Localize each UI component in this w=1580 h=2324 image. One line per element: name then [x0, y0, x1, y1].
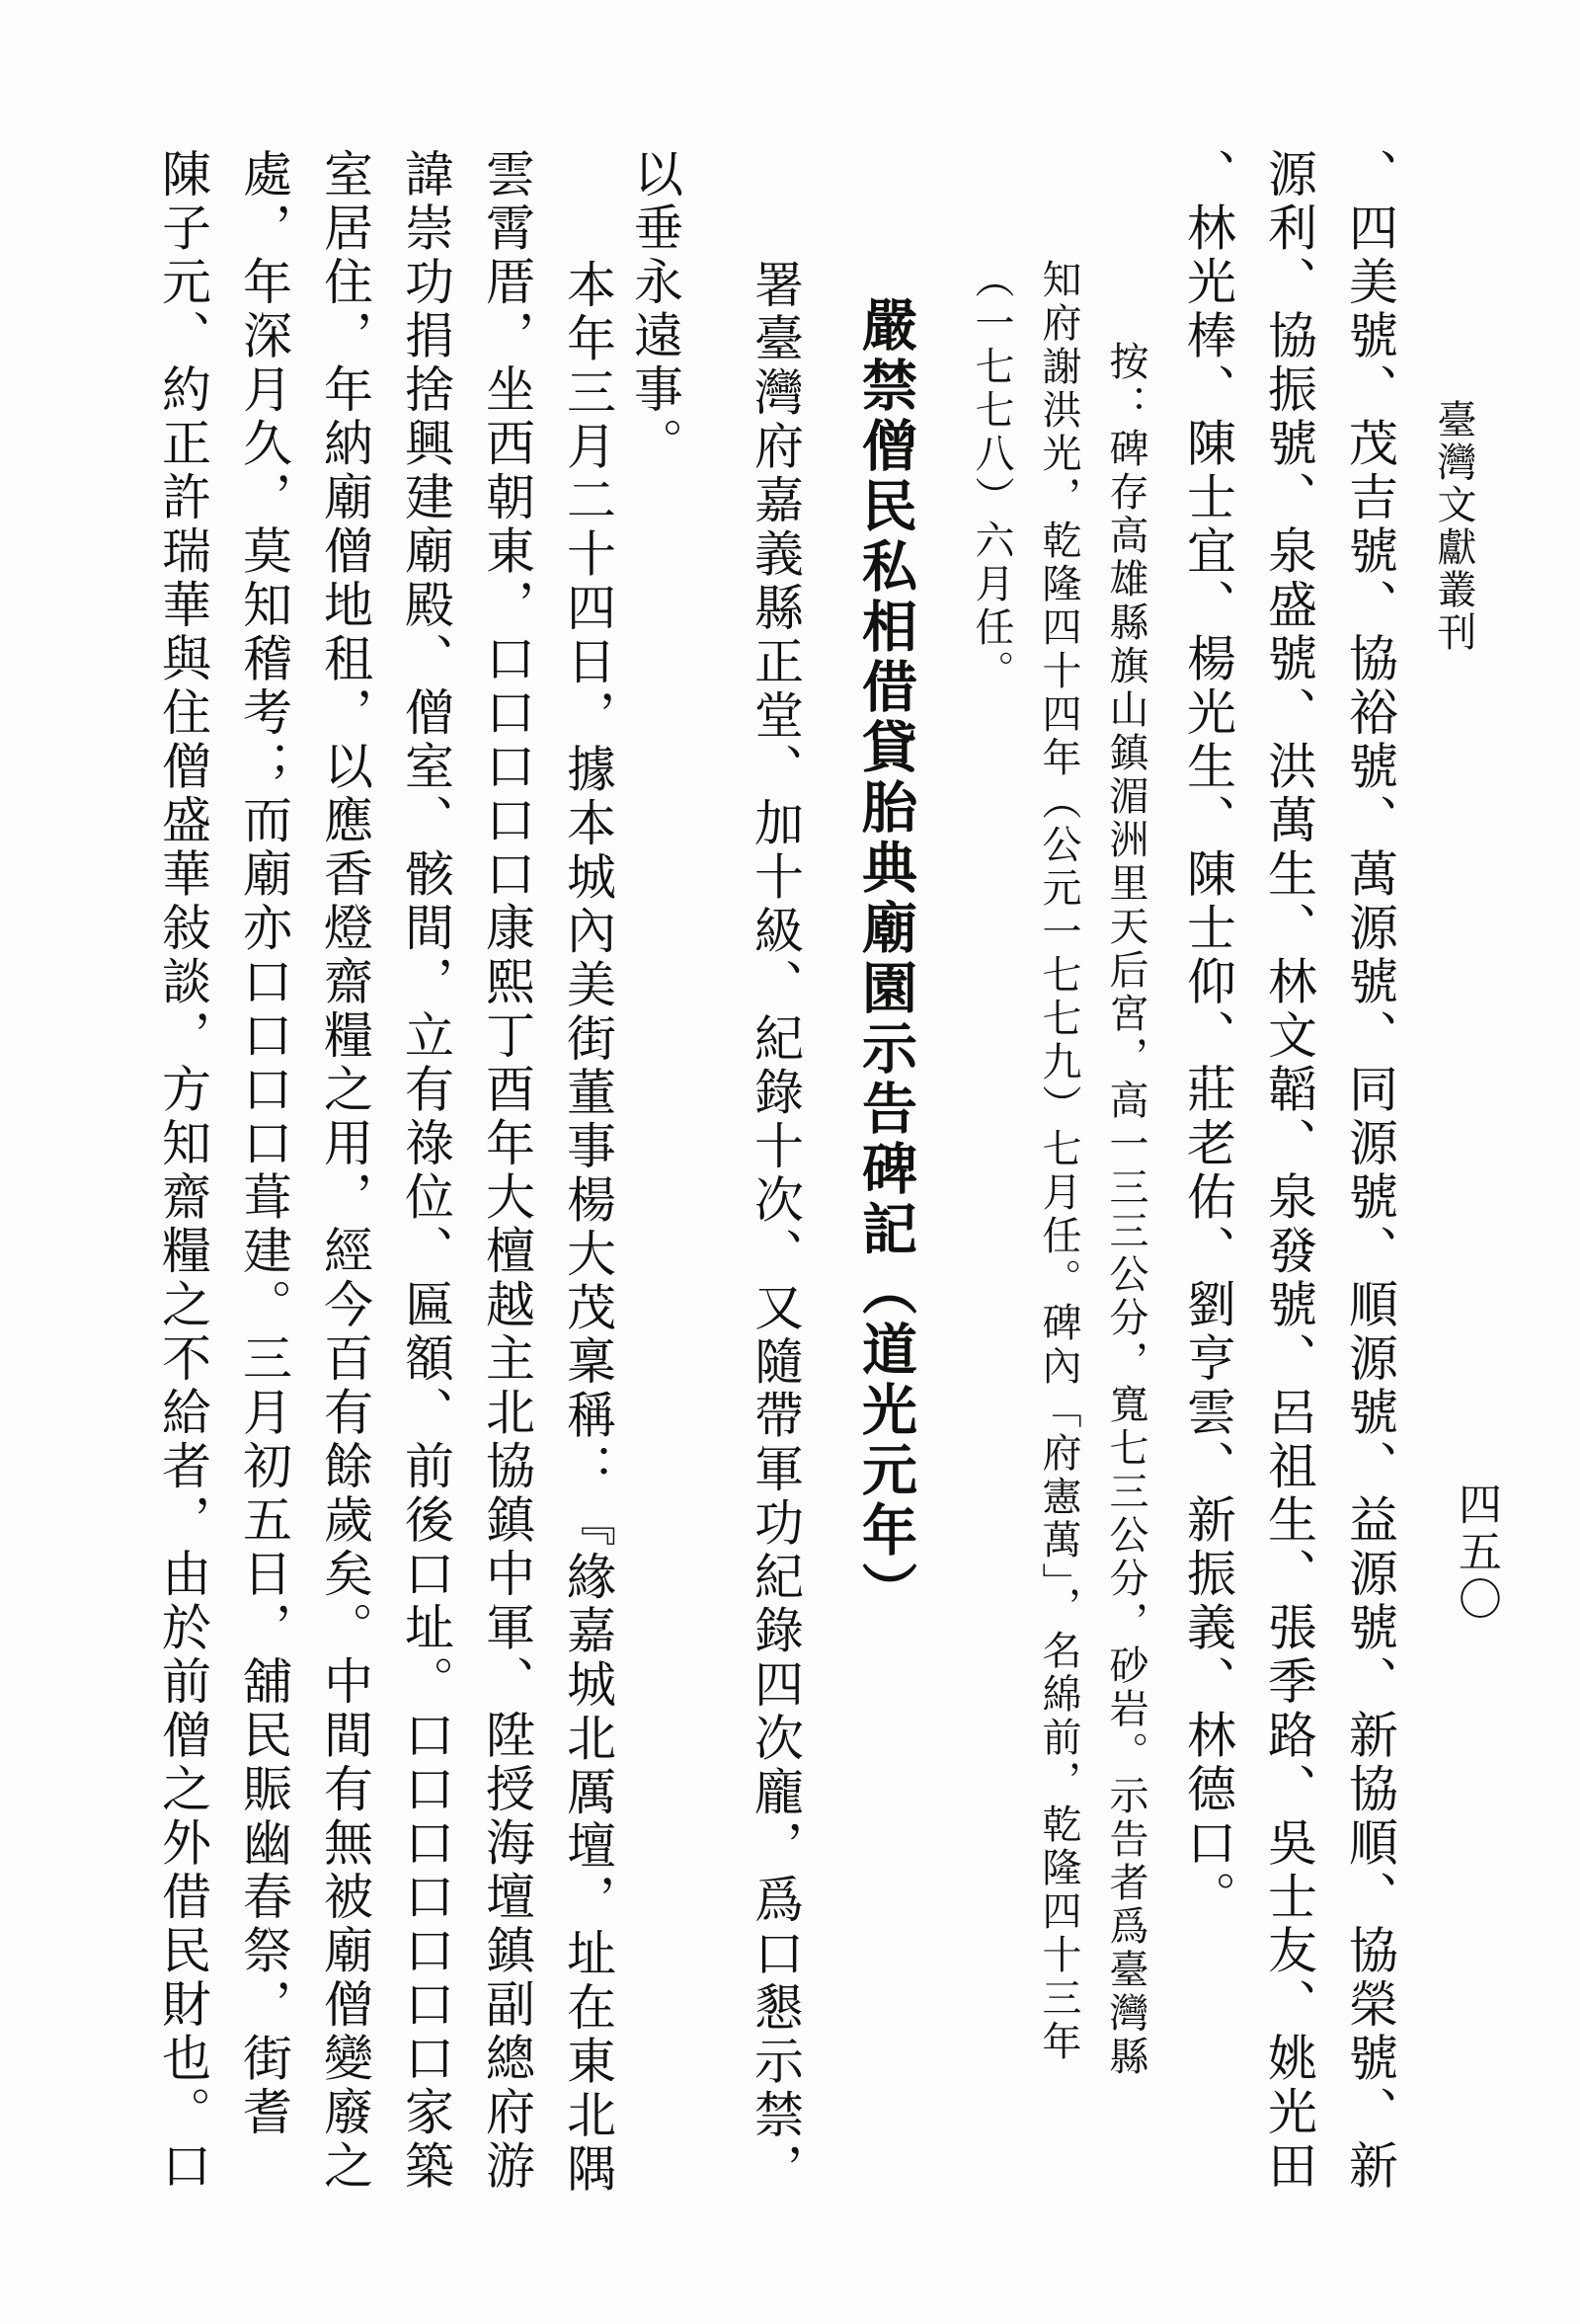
section-title: 嚴禁僧民私相借貸胎典廟園示告碑記（道光元年）	[853, 296, 917, 1622]
text-column-11: 陳子元、約正許瑞華與住僧盛華敍談，方知齋糧之不給者，由於前僧之外借民財也。口	[154, 148, 211, 2194]
text-column-4: 署臺灣府嘉義縣正堂、加十級、紀錄十次、又隨帶軍功紀錄四次龐，爲口懇示禁，	[747, 259, 804, 2197]
header-title: 臺灣文獻叢刊	[1431, 399, 1476, 654]
text-column-9: 室居住，年納廟僧地租，以應香燈齋糧之用，經今百有餘歲矣。中間有無被廟僧變廢之	[316, 148, 373, 2194]
text-column-3: 、林光棒、陳士宜、楊光生、陳士仰、莊老佑、劉亨雲、新振義、林德口。	[1179, 148, 1236, 1925]
text-column-7: 雲霄厝，坐西朝東，口口口口口康熙丁酉年大檀越主北協鎮中軍、陞授海壇鎮副總府游	[478, 148, 535, 2194]
text-column-8: 諱崇功捐捨興建廟殿、僧室、骸間，立有祿位、匾額、前後口址。口口口口口口口家築	[397, 148, 454, 2194]
note-column-3: （一七七八）六月任。	[969, 259, 1014, 693]
note-column-1: 按：碑存高雄縣旗山鎮湄洲里天后宮，高一三三公分，寬七三公分，砂岩。示告者爲臺灣縣	[1103, 341, 1148, 2079]
text-column-5: 以垂永遠事。	[626, 148, 683, 471]
note-column-2: 知府謝洪光，乾隆四十四年（公元一七七九）七月任。碑內「府憲萬」，名綿前，乾隆四十三年	[1036, 259, 1081, 2064]
text-column-1: 、四美號、茂吉號、協裕號、萬源號、同源號、順源號、益源號、新協順、協榮號、新	[1341, 148, 1398, 2194]
text-column-2: 源利、協振號、泉盛號、洪萬生、林文韜、泉發號、呂祖生、張季路、吳士友、姚光田	[1260, 148, 1317, 2194]
text-column-6: 本年三月二十四日，據本城內美街董事楊大茂稟稱：『緣嘉城北厲壇，址在東北隅	[559, 259, 616, 2197]
text-column-10: 處，年深月久，莫知稽考；而廟亦口口口口葺建。三月初五日，舖民賑幽春祭，街耆	[235, 148, 292, 2140]
page-number: 四五〇	[1451, 1482, 1501, 1624]
